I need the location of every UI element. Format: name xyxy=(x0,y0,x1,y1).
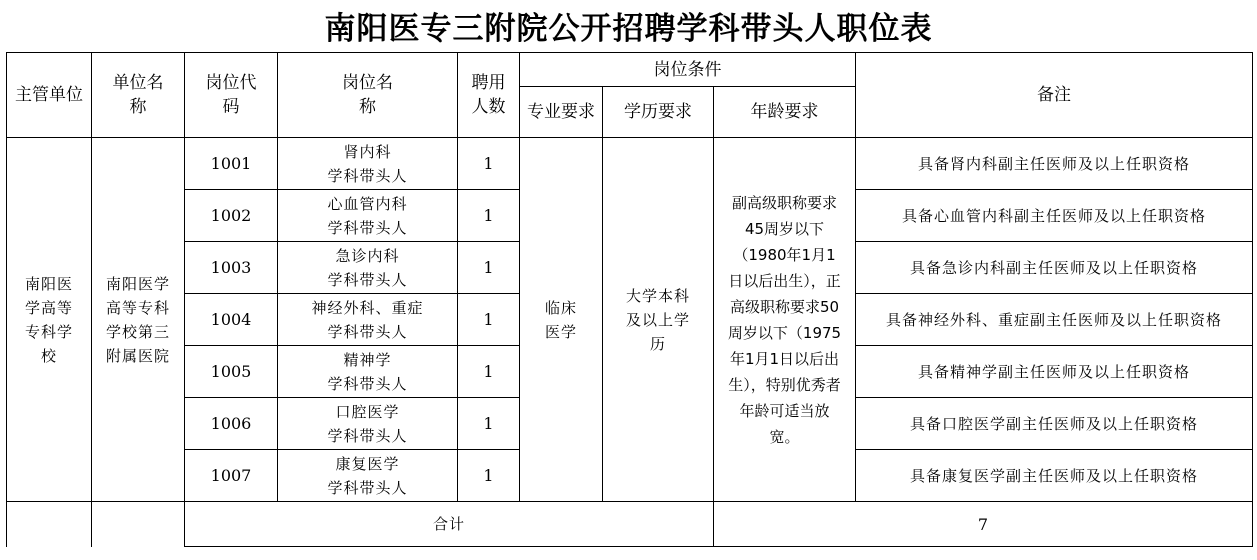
header-note: 备注 xyxy=(856,53,1253,138)
count-cell: 1 xyxy=(458,138,520,190)
code-cell: 1003 xyxy=(185,242,278,294)
code-cell: 1007 xyxy=(185,450,278,502)
age-cell: 副高级职称要求45周岁以下（1980年1月1日以后出生），正高级职称要求50周岁以下（1975年1月1日以后出生），特别优秀者年龄可适当放宽。 xyxy=(714,138,856,502)
post-role: 学科带头人 xyxy=(327,322,408,341)
header-edu: 学历要求 xyxy=(603,87,714,138)
header-conditions: 岗位条件 xyxy=(520,53,856,87)
post-cell xyxy=(278,242,458,294)
count-cell: 1 xyxy=(458,242,520,294)
post-role: 学科带头人 xyxy=(327,478,408,497)
post-name: 肾内科 xyxy=(343,142,392,161)
code-cell: 1001 xyxy=(185,138,278,190)
header-major: 专业要求 xyxy=(520,87,603,138)
unit-cell: 南阳医学高等专科学校第三附属医院 xyxy=(92,138,185,502)
post-role: 学科带头人 xyxy=(327,166,408,185)
major-cell: 临床医学 xyxy=(520,138,603,502)
count-cell: 1 xyxy=(458,190,520,242)
count-cell: 1 xyxy=(458,398,520,450)
header-unit: 单位名称 xyxy=(92,53,185,138)
table-row xyxy=(7,138,1253,190)
post-role: 学科带头人 xyxy=(327,374,408,393)
note-cell: 具备口腔医学副主任医师及以上任职资格 xyxy=(856,398,1253,450)
total-row xyxy=(7,502,1253,547)
count-cell: 1 xyxy=(458,346,520,398)
post-cell xyxy=(278,398,458,450)
edu-cell: 大学本科及以上学历 xyxy=(603,138,714,502)
note-cell: 具备心血管内科副主任医师及以上任职资格 xyxy=(856,190,1253,242)
post-name: 神经外科、重症 xyxy=(311,298,424,317)
post-role: 学科带头人 xyxy=(327,426,408,445)
total-value: 7 xyxy=(714,502,1253,547)
code-cell: 1005 xyxy=(185,346,278,398)
header-code: 岗位代码 xyxy=(185,53,278,138)
blank-cell xyxy=(92,502,185,547)
total-label: 合计 xyxy=(185,502,714,547)
code-cell: 1006 xyxy=(185,398,278,450)
note-cell: 具备神经外科、重症副主任医师及以上任职资格 xyxy=(856,294,1253,346)
post-cell xyxy=(278,294,458,346)
post-cell xyxy=(278,346,458,398)
note-cell: 具备急诊内科副主任医师及以上任职资格 xyxy=(856,242,1253,294)
count-cell: 1 xyxy=(458,450,520,502)
blank-cell xyxy=(7,502,92,547)
post-cell xyxy=(278,450,458,502)
post-name: 康复医学 xyxy=(335,454,400,473)
post-name: 精神学 xyxy=(343,350,392,369)
header-count: 聘用人数 xyxy=(458,53,520,138)
post-cell xyxy=(278,190,458,242)
header-age: 年龄要求 xyxy=(714,87,856,138)
job-table xyxy=(6,52,1253,547)
post-role: 学科带头人 xyxy=(327,218,408,237)
note-cell: 具备康复医学副主任医师及以上任职资格 xyxy=(856,450,1253,502)
header-post: 岗位名称 xyxy=(278,53,458,138)
post-role: 学科带头人 xyxy=(327,270,408,289)
code-cell: 1004 xyxy=(185,294,278,346)
post-cell xyxy=(278,138,458,190)
header-dept: 主管单位 xyxy=(7,53,92,138)
code-cell: 1002 xyxy=(185,190,278,242)
count-cell: 1 xyxy=(458,294,520,346)
page-title: 南阳医专三附院公开招聘学科带头人职位表 xyxy=(324,10,933,47)
note-cell: 具备精神学副主任医师及以上任职资格 xyxy=(856,346,1253,398)
note-cell: 具备肾内科副主任医师及以上任职资格 xyxy=(856,138,1253,190)
post-name: 心血管内科 xyxy=(327,194,408,213)
post-name: 口腔医学 xyxy=(335,402,400,421)
dept-cell: 南阳医学高等专科学校 xyxy=(7,138,92,502)
post-name: 急诊内科 xyxy=(335,246,400,265)
